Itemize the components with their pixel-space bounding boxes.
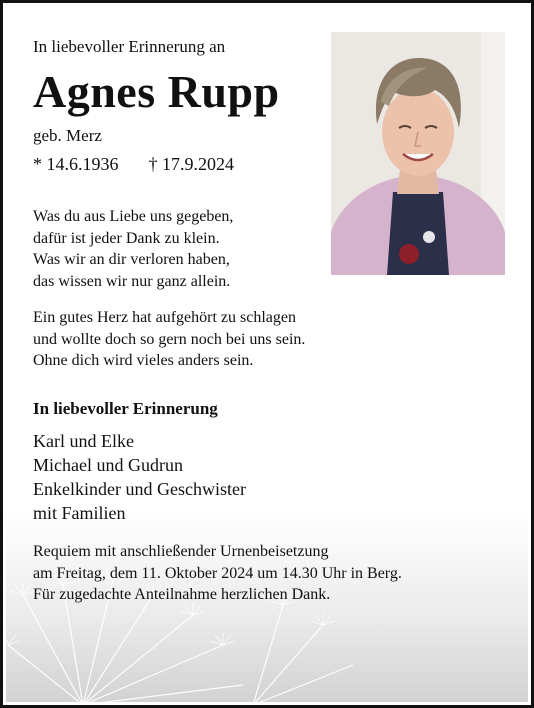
verse-line: Ein gutes Herz hat aufgehört zu schlagen <box>33 309 297 326</box>
birth-name: geb. Merz <box>33 126 102 145</box>
verse-second <box>33 307 305 372</box>
portrait-photo <box>331 32 505 275</box>
verse-line: dafür ist jeder Dank zu klein. <box>33 229 220 247</box>
deceased-name: Agnes Rupp <box>33 66 280 117</box>
mourner-entry: Enkelkinder und Geschwister <box>33 479 246 499</box>
birth-date: * 14.6.1936 <box>33 154 119 174</box>
notice-line: am Freitag, dem 11. Oktober 2024 um 14.30 Uhr in Berg. <box>33 564 402 582</box>
notice-line: Requiem mit anschließender Urnenbeisetzung <box>33 543 329 560</box>
mourner-entry: mit Familien <box>33 503 126 523</box>
mourners-heading: In liebevoller Erinnerung <box>33 399 218 418</box>
verse-line: und wollte doch so gern noch bei uns sein. <box>33 330 306 348</box>
verse-line: Was du aus Liebe uns gegeben, <box>33 208 234 225</box>
verse-line: Was wir an dir verloren haben, <box>33 251 230 268</box>
verse-line: Ohne dich wird vieles anders sein. <box>33 352 254 369</box>
intro-line: In liebevoller Erinnerung an <box>33 37 226 56</box>
life-dates <box>33 154 234 175</box>
service-notice <box>33 541 402 606</box>
mourner-entry: Michael und Gudrun <box>33 455 183 475</box>
portrait-illustration <box>331 32 505 275</box>
notice-line: Für zugedachte Anteilnahme herzlichen Dank. <box>33 586 331 603</box>
death-date: † 17.9.2024 <box>148 154 234 174</box>
verse-line: das wissen wir nur ganz allein. <box>33 272 231 290</box>
mourner-entry: Karl und Elke <box>33 431 134 451</box>
verse-first <box>33 206 233 292</box>
mourners-list <box>33 429 246 525</box>
